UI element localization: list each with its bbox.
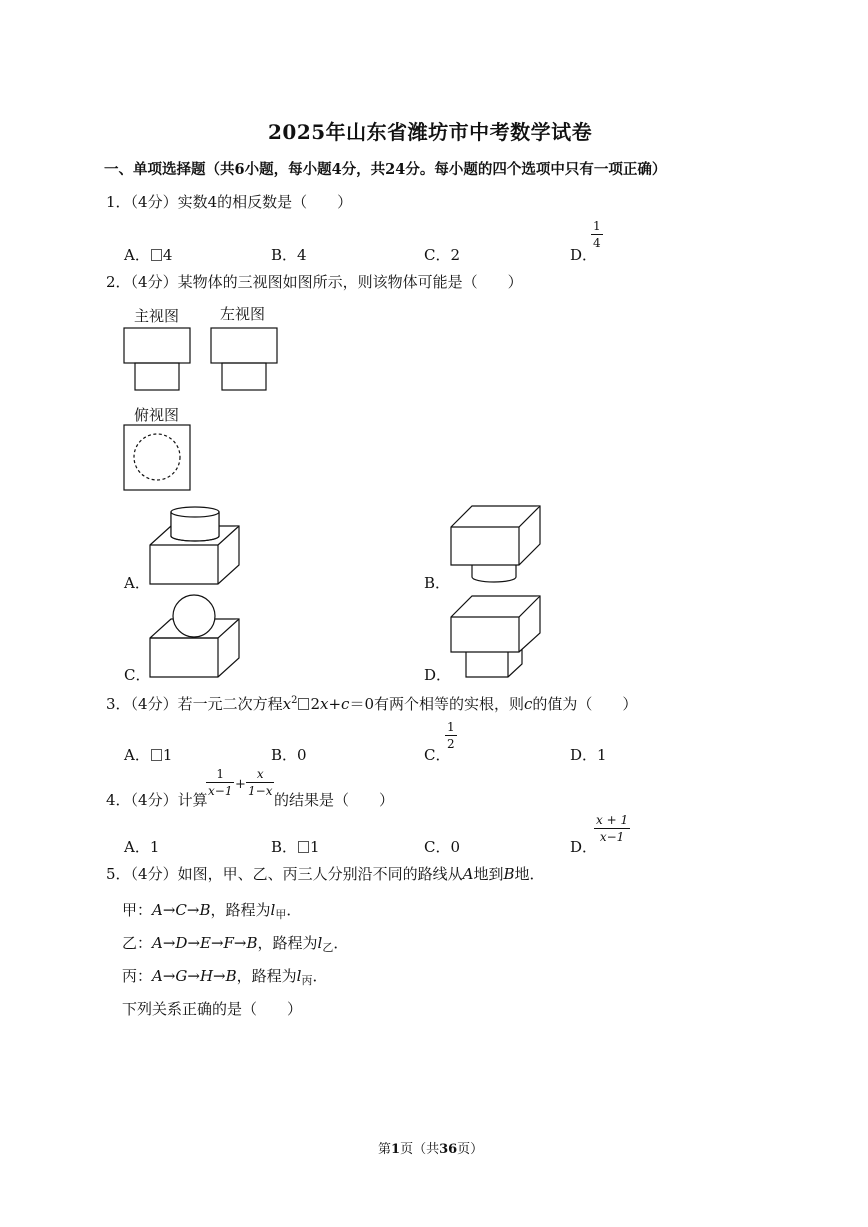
route-period: ． [286,901,302,919]
fraction-denominator: 4 [593,236,601,250]
q5-route-yi [122,932,348,955]
route-text: ，路程为 [210,901,271,919]
q3-option-c-fraction [445,721,457,750]
footer-pre: 第 [378,1142,392,1157]
fraction-denominator: 1−x [248,784,273,798]
q4-option-c: C．0 [424,838,461,856]
route-length-subscript: 甲 [275,908,287,921]
page-footer [378,1138,483,1157]
top-view-dashed-circle [134,434,180,480]
q5-stem-pre: 5．（4分）如图，甲、乙、丙三人分别沿不同的路线从 [106,865,463,883]
fraction-numerator: 1 [216,767,225,781]
fraction-denominator: x−1 [208,784,233,798]
top-view-label: 俯视图 [134,406,180,424]
question-5-stem [106,863,545,884]
q2-option-a: A． [124,574,150,592]
left-view-bottom-rect [222,363,266,390]
q1-option-d: D． [570,246,598,264]
q3-var-c-2: c [523,695,533,713]
option-d-solid [451,596,540,677]
question-4-stem-pre: 4．（4分）计算 [106,791,208,809]
route-name: 乙： [122,934,153,952]
q1-option-a-label: A． [124,246,150,264]
page-title: 2025年山东省潍坊市中考数学试卷 [268,120,593,144]
footer-post: 页） [457,1142,484,1157]
route-period: ． [312,967,328,985]
front-view-label: 主视图 [134,307,180,325]
q4-fraction-2 [246,768,274,797]
route-name: 甲： [122,901,153,919]
fraction-numerator: 1 [447,720,455,734]
q5-point-a: A [462,865,474,883]
option-a-solid [150,507,239,584]
route-length-subscript: 丙 [301,974,313,987]
left-view-label: 左视图 [220,305,266,323]
q3-var-x-2: x [319,695,329,713]
q4-option-d-fraction [594,814,630,843]
question-3-stem [106,693,637,714]
q3-stem-pre: 3．（4分）若一元二次方程 [106,695,283,713]
q3-option-a-value: 1 [162,746,173,764]
q3-option-a-label: A． [124,746,150,764]
q2-option-c: C． [124,666,151,684]
q2-option-d: D． [424,666,452,684]
q4-option-b-label: B． [271,838,298,856]
q4-option-b-value: 1 [310,838,320,856]
q3-var-c: c [341,695,350,713]
q5-route-jia [122,899,301,922]
option-c-solid [150,595,239,677]
route-period: ． [333,934,349,952]
fraction-numerator: x [256,767,264,781]
route-length-var: l [317,934,323,952]
route-text: ，路程为 [257,934,318,952]
front-view-top-rect [124,328,190,363]
route-name: 丙： [122,967,153,985]
q4-fraction-1 [206,768,234,797]
q1-option-a-value: 4 [162,246,173,264]
q3-exponent: 2 [291,695,298,706]
q2-option-b: B． [424,574,451,592]
fraction-numerator: 1 [593,219,601,233]
footer-page-number: 1 [391,1142,401,1157]
q3-equation-rest: ＝0有两个相等的实根，则 [349,695,524,713]
q3-stem-end: 的值为（ ） [532,695,638,713]
missing-glyph-icon [298,841,309,853]
route-length-var: l [296,967,302,985]
missing-glyph-icon [151,749,162,761]
route-text: ，路程为 [236,967,297,985]
route-path: A→D→E→F→B [152,934,258,952]
q4-option-d: D． [570,838,598,856]
q3-option-c: C． [424,746,451,764]
option-b-solid [451,506,540,582]
fraction-numerator: x + 1 [596,813,629,827]
q3-option-a [124,744,172,765]
fraction-denominator: 2 [447,737,455,751]
route-path: A→C→B [152,901,211,919]
q5-point-b: B [503,865,515,883]
q5-stem-end: 地． [514,865,545,883]
q4-option-a: A．1 [124,838,160,856]
question-4-stem-post: 的结果是（ ） [274,791,395,809]
q3-option-d: D．1 [570,746,607,764]
route-path: A→G→H→B [152,967,237,985]
q1-option-c: C．2 [424,246,461,264]
q3-plus: + [328,695,342,713]
fraction-denominator: x−1 [594,828,630,843]
q1-option-b: B．4 [271,246,307,264]
q3-option-b: B．0 [271,746,307,764]
front-view-bottom-rect [135,363,179,390]
question-2-stem: 2．（4分）某物体的三视图如图所示，则该物体可能是（ ） [106,273,523,291]
q5-question: 下列关系正确的是（ ） [122,1000,303,1018]
left-view-top-rect [211,328,277,363]
footer-total-pages: 36 [439,1142,458,1157]
missing-glyph-icon [298,698,309,710]
section-heading: 一、单项选择题（共6小题，每小题4分，共24分。每小题的四个选项中只有一项正确） [104,161,667,178]
footer-mid: 页（共 [400,1142,440,1157]
question-1-stem: 1．（4分）实数4的相反数是（ ） [106,193,353,211]
route-length-var: l [270,901,276,919]
q3-var-x: x [282,695,292,713]
route-length-subscript: 乙 [322,941,334,954]
q5-route-bing [122,965,327,988]
q3-coefficient: 2 [310,695,320,713]
q4-plus-sign: + [235,777,246,792]
q5-stem-mid: 地到 [473,865,504,883]
q4-option-b [271,836,320,857]
